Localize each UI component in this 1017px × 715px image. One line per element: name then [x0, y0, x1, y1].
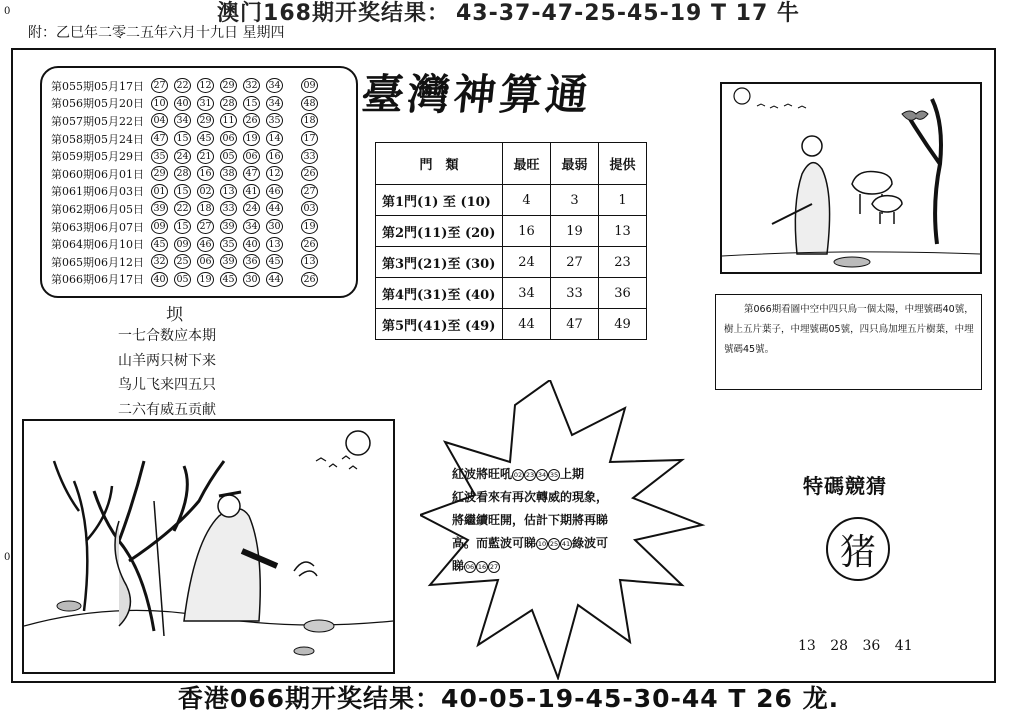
number-ball: 40: [151, 272, 168, 287]
min-cell: 3: [551, 185, 599, 216]
page-marker-top: 0: [4, 6, 11, 17]
wave-line-1: 紅波將旺吼 02 23 34 35 上期: [452, 467, 585, 481]
special-ball: 03: [301, 201, 318, 216]
max-cell: 34: [503, 278, 551, 309]
number-ball: 31: [197, 96, 214, 111]
number-ball: 28: [220, 96, 237, 111]
wave-number-ball: 27: [489, 562, 499, 571]
history-period: 第059期05月29日: [51, 150, 144, 164]
number-ball: 22: [174, 78, 191, 93]
table-row: [376, 278, 647, 309]
number-ball: 33: [220, 201, 237, 216]
number-ball: 46: [197, 237, 214, 252]
number-ball: 45: [266, 254, 283, 269]
special-ball: 27: [301, 184, 318, 199]
header-offer: 提供: [599, 143, 647, 185]
number-ball: 16: [266, 149, 283, 164]
number-ball: 05: [220, 149, 237, 164]
number-ball: 15: [174, 131, 191, 146]
special-ball: 48: [301, 96, 318, 111]
special-ball: 09: [301, 78, 318, 93]
special-ball: 18: [301, 113, 318, 128]
history-row: [51, 200, 356, 218]
number-ball: 11: [220, 113, 237, 128]
history-row: [51, 235, 356, 253]
top-result-label: 澳门168期开奖结果：: [217, 1, 450, 26]
special-ball: 33: [301, 149, 318, 164]
number-ball: 19: [243, 131, 260, 146]
history-row: [51, 271, 356, 289]
wave-number-ball: 10: [537, 539, 547, 548]
history-period: 第066期06月17日: [51, 273, 144, 287]
gate-table-header: [376, 143, 647, 185]
history-row: [51, 253, 356, 271]
poem-line: 一七合数应本期: [118, 328, 216, 344]
number-ball: 10: [151, 96, 168, 111]
number-ball: 04: [151, 113, 168, 128]
history-period: 第057期05月22日: [51, 114, 144, 128]
number-ball: 12: [266, 166, 283, 181]
number-ball: 34: [266, 78, 283, 93]
max-cell: 44: [503, 309, 551, 340]
number-ball: 18: [197, 201, 214, 216]
number-ball: 29: [197, 113, 214, 128]
gate-cell: 第5門(41)至 (49): [376, 309, 503, 340]
number-ball: 01: [151, 184, 168, 199]
number-ball: 36: [243, 254, 260, 269]
number-ball: 14: [266, 131, 283, 146]
history-row: [51, 95, 356, 113]
number-ball: 44: [266, 272, 283, 287]
wave-number-ball: 06: [465, 562, 475, 571]
scholar-illustration: [22, 419, 395, 674]
history-row: [51, 183, 356, 201]
poem-line: 二六有威五贡献: [118, 401, 216, 418]
number-ball: 09: [174, 237, 191, 252]
number-ball: 35: [266, 113, 283, 128]
max-cell: 16: [503, 216, 551, 247]
wave-line-4: 高。而藍波可睇 10 25 41 綠波可: [452, 536, 609, 550]
main-title: 臺灣神算通: [359, 70, 595, 119]
wave-number-ball: 23: [525, 470, 535, 479]
number-ball: 40: [243, 237, 260, 252]
wave-number-ball: 41: [561, 539, 571, 548]
offer-cell: 13: [599, 216, 647, 247]
number-ball: 06: [220, 131, 237, 146]
hint-note: 第066期看圖中空中四只鳥一個太陽，中埋號碼40號，樹上五片葉子，中埋號碼05號，四只鳥加埋五片樹葉，中埋號碼45號。: [715, 294, 982, 390]
goats-illustration: [720, 82, 982, 274]
min-cell: 33: [551, 278, 599, 309]
special-ball: 13: [301, 254, 318, 269]
number-ball: 29: [151, 166, 168, 181]
table-row: [376, 247, 647, 278]
special-ball: 19: [301, 219, 318, 234]
gate-cell: 第3門(21)至 (30): [376, 247, 503, 278]
number-ball: 16: [197, 166, 214, 181]
number-ball: 34: [174, 113, 191, 128]
special-animal: 猪: [839, 531, 876, 573]
history-row: [51, 77, 356, 95]
number-ball: 24: [243, 201, 260, 216]
number-ball: 13: [220, 184, 237, 199]
number-ball: 35: [151, 149, 168, 164]
number-ball: 40: [174, 96, 191, 111]
history-period: 第065期06月12日: [51, 255, 144, 269]
poem-line: 山羊两只树下来: [118, 352, 216, 369]
gate-cell: 第1門(1) 至 (10): [376, 185, 503, 216]
max-cell: 4: [503, 185, 551, 216]
number-ball: 09: [151, 219, 168, 234]
history-panel: [40, 66, 358, 298]
history-row: [51, 112, 356, 130]
gate-table: [375, 142, 647, 340]
number-ball: 30: [266, 219, 283, 234]
number-ball: 06: [243, 149, 260, 164]
special-ball: 26: [301, 166, 318, 181]
poem-line: 鸟儿飞来四五只: [118, 377, 216, 393]
number-ball: 13: [266, 237, 283, 252]
offer-cell: 49: [599, 309, 647, 340]
number-ball: 39: [220, 219, 237, 234]
header-gate: 門 類: [376, 143, 503, 185]
table-row: [376, 185, 647, 216]
history-period: 第055期05月17日: [51, 79, 144, 93]
history-period: 第056期05月20日: [51, 97, 144, 111]
number-ball: 39: [151, 201, 168, 216]
number-ball: 39: [220, 254, 237, 269]
history-row: [51, 147, 356, 165]
header-max: 最旺: [503, 143, 551, 185]
number-ball: 44: [266, 201, 283, 216]
bottom-result-banner: 香港066期开奖结果：40-05-19-45-30-44 T 26 龙.: [177, 684, 840, 713]
max-cell: 24: [503, 247, 551, 278]
wave-number-ball: 02: [513, 470, 523, 479]
min-cell: 27: [551, 247, 599, 278]
number-ball: 15: [243, 96, 260, 111]
gate-cell: 第2門(11)至 (20): [376, 216, 503, 247]
table-row: [376, 216, 647, 247]
number-ball: 41: [243, 184, 260, 199]
poem: [118, 324, 216, 422]
number-ball: 05: [174, 272, 191, 287]
wave-number-ball: 34: [537, 470, 547, 479]
special-guess-title: 特碼競猜: [803, 474, 887, 498]
history-period: 第061期06月03日: [51, 185, 144, 199]
number-ball: 46: [266, 184, 283, 199]
number-ball: 26: [243, 113, 260, 128]
number-ball: 25: [174, 254, 191, 269]
table-row: [376, 309, 647, 340]
number-ball: 34: [243, 219, 260, 234]
number-ball: 47: [151, 131, 168, 146]
min-cell: 47: [551, 309, 599, 340]
offer-cell: 1: [599, 185, 647, 216]
gate-cell: 第4門(31)至 (40): [376, 278, 503, 309]
special-ball: 26: [301, 237, 318, 252]
number-ball: 38: [220, 166, 237, 181]
number-ball: 30: [243, 272, 260, 287]
number-ball: 12: [197, 78, 214, 93]
birds-icon: [316, 456, 357, 469]
special-ball: 17: [301, 131, 318, 146]
poem-title: 坝: [166, 305, 183, 325]
number-ball: 24: [174, 149, 191, 164]
history-period: 第062期06月05日: [51, 202, 144, 216]
history-period: 第060期06月01日: [51, 167, 144, 181]
history-period: 第063期06月07日: [51, 220, 144, 234]
special-numbers: 13 28 36 41: [798, 638, 913, 654]
history-row: [51, 165, 356, 183]
wave-number-ball: 35: [549, 470, 559, 479]
date-line: 附：乙巳年二零二五年六月十九日 星期四: [28, 25, 285, 41]
goats-drawing: [722, 84, 980, 272]
offer-cell: 36: [599, 278, 647, 309]
min-cell: 19: [551, 216, 599, 247]
history-period: 第058期05月24日: [51, 132, 144, 146]
number-ball: 21: [197, 149, 214, 164]
top-result-numbers: 43-37-47-25-45-19 T 17 牛: [455, 1, 800, 26]
number-ball: 22: [174, 201, 191, 216]
number-ball: 15: [174, 184, 191, 199]
number-ball: 19: [197, 272, 214, 287]
sun-icon: [346, 431, 370, 455]
wave-line-2: 紅波看來有再次轉威的現象，: [452, 490, 609, 504]
moon-icon: [734, 88, 750, 104]
number-ball: 45: [151, 237, 168, 252]
number-ball: 15: [174, 219, 191, 234]
special-animal-badge: [826, 517, 890, 581]
number-ball: 27: [151, 78, 168, 93]
number-ball: 02: [197, 184, 214, 199]
number-ball: 34: [266, 96, 283, 111]
wave-analysis: [452, 463, 682, 578]
number-ball: 06: [197, 254, 214, 269]
header-min: 最弱: [551, 143, 599, 185]
number-ball: 47: [243, 166, 260, 181]
history-row: [51, 218, 356, 236]
number-ball: 45: [197, 131, 214, 146]
number-ball: 29: [220, 78, 237, 93]
wave-line-5: 睇 06 16 27: [452, 559, 499, 573]
wave-number-ball: 16: [477, 562, 487, 571]
history-row: [51, 130, 356, 148]
number-ball: 27: [197, 219, 214, 234]
number-ball: 28: [174, 166, 191, 181]
page-marker-mid: 0: [4, 552, 11, 563]
wave-line-3: 將繼續旺開，估計下期將再睇: [452, 513, 609, 527]
number-ball: 35: [220, 237, 237, 252]
scholar-drawing: [24, 421, 393, 672]
special-ball: 26: [301, 272, 318, 287]
offer-cell: 23: [599, 247, 647, 278]
wave-number-ball: 25: [549, 539, 559, 548]
number-ball: 32: [151, 254, 168, 269]
history-period: 第064期06月10日: [51, 238, 144, 252]
number-ball: 45: [220, 272, 237, 287]
number-ball: 32: [243, 78, 260, 93]
